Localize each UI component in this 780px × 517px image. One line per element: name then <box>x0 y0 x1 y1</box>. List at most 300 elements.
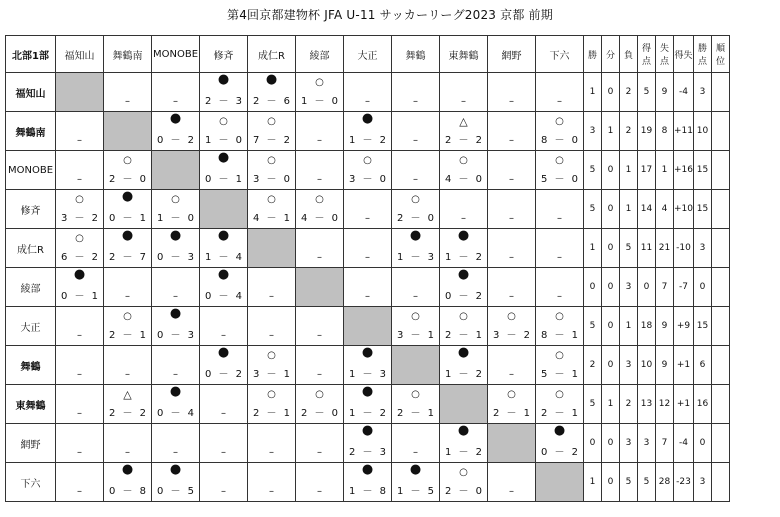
loss-mark: ● <box>169 111 182 126</box>
score-for: 0 <box>157 135 164 146</box>
score-for: 1 <box>445 252 452 263</box>
score-separator: － <box>554 135 565 146</box>
unplayed-dash: – <box>269 447 274 458</box>
page-title: 第4回京都建物杯 JFA U-11 サッカーリーグ2023 京都 前期 <box>227 8 553 22</box>
score-for: 1 <box>349 369 356 380</box>
score-separator: － <box>218 252 229 263</box>
score-for: 4 <box>301 213 308 224</box>
unplayed-dash: – <box>317 135 322 146</box>
result-cell <box>296 424 344 463</box>
result-cell <box>56 151 104 190</box>
unplayed-dash: – <box>365 213 370 224</box>
result-cell <box>248 73 296 112</box>
win-mark: ○ <box>507 311 516 322</box>
match-score <box>104 253 151 263</box>
header-row <box>6 36 730 73</box>
loss-mark: ● <box>457 423 470 438</box>
standing-losses: 2 <box>620 385 638 424</box>
win-mark: ○ <box>507 389 516 400</box>
standing-wins: 0 <box>584 268 602 307</box>
result-cell <box>200 463 248 502</box>
result-cell <box>200 385 248 424</box>
win-mark: ○ <box>555 389 564 400</box>
standing-points: 15 <box>694 307 712 346</box>
match-score <box>392 487 439 497</box>
standing-wins: 5 <box>584 385 602 424</box>
match-score <box>392 331 439 341</box>
match-score <box>440 487 487 497</box>
score-against: 1 <box>571 369 578 380</box>
win-mark: ○ <box>267 116 276 127</box>
unplayed-dash: – <box>557 252 562 263</box>
score-separator: － <box>410 330 421 341</box>
score-for: 8 <box>541 330 548 341</box>
result-cell <box>488 112 536 151</box>
unplayed-dash: – <box>317 369 322 380</box>
win-mark: ○ <box>219 116 228 127</box>
score-against: 0 <box>571 135 578 146</box>
result-cell <box>104 229 152 268</box>
score-separator: － <box>458 252 469 263</box>
match-score <box>152 214 199 224</box>
result-cell <box>344 268 392 307</box>
column-header-team: MONOBE <box>152 36 200 73</box>
standing-points: 3 <box>694 229 712 268</box>
match-score <box>56 292 103 302</box>
loss-mark: ● <box>457 228 470 243</box>
self-match-cell <box>344 307 392 346</box>
result-cell <box>488 385 536 424</box>
result-cell <box>392 463 440 502</box>
result-cell <box>488 151 536 190</box>
stat-header: 負 <box>620 36 638 73</box>
score-against: 1 <box>427 408 434 419</box>
score-against: 0 <box>331 96 338 107</box>
score-against: 3 <box>379 369 386 380</box>
score-for: 1 <box>349 486 356 497</box>
match-score <box>152 253 199 263</box>
score-against: 2 <box>475 369 482 380</box>
score-separator: － <box>266 174 277 185</box>
score-against: 8 <box>139 486 146 497</box>
match-score <box>440 253 487 263</box>
result-cell <box>488 229 536 268</box>
match-score <box>56 214 103 224</box>
score-against: 1 <box>283 369 290 380</box>
score-separator: － <box>170 135 181 146</box>
standing-goal-diff: -4 <box>674 424 694 463</box>
unplayed-dash: – <box>173 291 178 302</box>
column-header-team: 綾部 <box>296 36 344 73</box>
result-cell <box>152 73 200 112</box>
score-separator: － <box>362 135 373 146</box>
result-cell <box>536 307 584 346</box>
score-separator: － <box>362 447 373 458</box>
table-row <box>6 229 730 268</box>
score-for: 2 <box>109 252 116 263</box>
result-cell <box>56 268 104 307</box>
match-score <box>536 331 583 341</box>
self-match-cell <box>296 268 344 307</box>
result-cell <box>56 112 104 151</box>
standing-wins: 3 <box>584 112 602 151</box>
score-separator: － <box>314 408 325 419</box>
match-score <box>440 175 487 185</box>
column-header-team: 下六 <box>536 36 584 73</box>
result-cell <box>56 229 104 268</box>
column-header-team: 舞鶴 <box>392 36 440 73</box>
standing-draws: 0 <box>602 73 620 112</box>
score-against: 2 <box>187 135 194 146</box>
unplayed-dash: – <box>509 369 514 380</box>
score-for: 0 <box>205 174 212 185</box>
match-score <box>296 409 343 419</box>
score-against: 2 <box>475 291 482 302</box>
result-cell <box>488 268 536 307</box>
score-against: 2 <box>91 213 98 224</box>
match-score <box>536 136 583 146</box>
win-mark: ○ <box>363 155 372 166</box>
result-cell <box>152 385 200 424</box>
score-separator: － <box>170 252 181 263</box>
result-cell <box>392 190 440 229</box>
column-header-team: 網野 <box>488 36 536 73</box>
unplayed-dash: – <box>77 330 82 341</box>
match-score <box>440 370 487 380</box>
score-for: 5 <box>541 369 548 380</box>
loss-mark: ● <box>217 267 230 282</box>
self-match-cell <box>392 346 440 385</box>
score-against: 2 <box>571 447 578 458</box>
score-for: 2 <box>541 408 548 419</box>
unplayed-dash: – <box>173 96 178 107</box>
match-score <box>200 97 247 107</box>
standing-draws: 0 <box>602 346 620 385</box>
score-against: 0 <box>475 174 482 185</box>
match-score <box>440 136 487 146</box>
score-separator: － <box>362 486 373 497</box>
win-mark: ○ <box>411 194 420 205</box>
self-match-cell <box>152 151 200 190</box>
result-cell <box>296 151 344 190</box>
result-cell <box>248 424 296 463</box>
loss-mark: ● <box>73 267 86 282</box>
result-cell <box>152 112 200 151</box>
loss-mark: ● <box>169 306 182 321</box>
match-score <box>248 97 295 107</box>
score-for: 1 <box>397 252 404 263</box>
standing-goals-for: 18 <box>638 307 656 346</box>
match-score <box>344 487 391 497</box>
score-separator: － <box>458 447 469 458</box>
standing-goals-against: 4 <box>656 190 674 229</box>
score-against: 0 <box>283 174 290 185</box>
score-for: 3 <box>253 174 260 185</box>
score-separator: － <box>458 330 469 341</box>
win-mark: ○ <box>315 77 324 88</box>
standing-goals-for: 11 <box>638 229 656 268</box>
standing-losses: 3 <box>620 424 638 463</box>
result-cell <box>152 307 200 346</box>
loss-mark: ● <box>457 345 470 360</box>
win-mark: ○ <box>459 311 468 322</box>
column-header-team: 修斉 <box>200 36 248 73</box>
unplayed-dash: – <box>221 330 226 341</box>
unplayed-dash: – <box>317 330 322 341</box>
score-against: 1 <box>523 408 530 419</box>
standing-goals-for: 3 <box>638 424 656 463</box>
score-separator: － <box>170 408 181 419</box>
win-mark: ○ <box>411 311 420 322</box>
unplayed-dash: – <box>317 174 322 185</box>
stat-header: 得失 <box>674 36 694 73</box>
standing-rank <box>712 73 730 112</box>
score-separator: － <box>122 213 133 224</box>
result-cell <box>440 151 488 190</box>
unplayed-dash: – <box>77 135 82 146</box>
stat-header: 得点 <box>638 36 656 73</box>
score-separator: － <box>218 174 229 185</box>
unplayed-dash: – <box>365 96 370 107</box>
standing-losses: 1 <box>620 190 638 229</box>
loss-mark: ● <box>121 462 134 477</box>
result-cell <box>392 112 440 151</box>
score-for: 2 <box>253 96 260 107</box>
standing-goals-against: 28 <box>656 463 674 502</box>
score-against: 5 <box>187 486 194 497</box>
column-header-team: 福知山 <box>56 36 104 73</box>
score-separator: － <box>506 408 517 419</box>
standing-rank <box>712 385 730 424</box>
win-mark: ○ <box>555 350 564 361</box>
score-for: 2 <box>445 135 452 146</box>
result-cell <box>344 112 392 151</box>
match-score <box>248 214 295 224</box>
result-cell <box>56 424 104 463</box>
score-for: 2 <box>445 486 452 497</box>
score-for: 0 <box>157 330 164 341</box>
result-cell <box>344 385 392 424</box>
result-cell <box>152 463 200 502</box>
results-table <box>5 35 730 502</box>
score-for: 4 <box>253 213 260 224</box>
row-team-name: 舞鶴南 <box>6 112 56 151</box>
standing-wins: 1 <box>584 73 602 112</box>
win-mark: ○ <box>411 389 420 400</box>
unplayed-dash: – <box>509 252 514 263</box>
result-cell <box>200 346 248 385</box>
result-cell <box>392 151 440 190</box>
loss-mark: ● <box>121 189 134 204</box>
score-against: 0 <box>331 213 338 224</box>
score-against: 4 <box>235 252 242 263</box>
result-cell <box>248 385 296 424</box>
result-cell <box>200 268 248 307</box>
loss-mark: ● <box>409 462 422 477</box>
score-separator: － <box>122 330 133 341</box>
match-score <box>344 448 391 458</box>
score-for: 8 <box>541 135 548 146</box>
score-against: 1 <box>571 408 578 419</box>
unplayed-dash: – <box>557 213 562 224</box>
score-against: 1 <box>139 213 146 224</box>
win-mark: ○ <box>555 311 564 322</box>
draw-mark: △ <box>123 388 132 401</box>
loss-mark: ● <box>217 228 230 243</box>
unplayed-dash: – <box>509 135 514 146</box>
result-cell <box>248 463 296 502</box>
win-mark: ○ <box>315 389 324 400</box>
score-for: 3 <box>61 213 68 224</box>
self-match-cell <box>104 112 152 151</box>
win-mark: ○ <box>75 233 84 244</box>
score-separator: － <box>458 369 469 380</box>
unplayed-dash: – <box>77 408 82 419</box>
score-separator: － <box>266 369 277 380</box>
score-for: 2 <box>109 408 116 419</box>
self-match-cell <box>200 190 248 229</box>
result-cell <box>344 229 392 268</box>
score-separator: － <box>314 213 325 224</box>
standing-points: 16 <box>694 385 712 424</box>
standing-goal-diff: -10 <box>674 229 694 268</box>
score-separator: － <box>554 330 565 341</box>
result-cell <box>296 229 344 268</box>
standing-goals-for: 19 <box>638 112 656 151</box>
self-match-cell <box>440 385 488 424</box>
score-for: 1 <box>301 96 308 107</box>
match-score <box>536 370 583 380</box>
result-cell <box>536 268 584 307</box>
match-score <box>392 253 439 263</box>
stat-header: 勝 <box>584 36 602 73</box>
win-mark: ○ <box>267 350 276 361</box>
win-mark: ○ <box>459 467 468 478</box>
result-cell <box>488 73 536 112</box>
score-against: 4 <box>235 291 242 302</box>
score-separator: － <box>314 96 325 107</box>
result-cell <box>152 424 200 463</box>
row-team-name: 下六 <box>6 463 56 502</box>
win-mark: ○ <box>123 155 132 166</box>
score-separator: － <box>122 486 133 497</box>
score-for: 2 <box>109 330 116 341</box>
standing-losses: 5 <box>620 229 638 268</box>
table-row <box>6 112 730 151</box>
result-cell <box>152 346 200 385</box>
unplayed-dash: – <box>413 174 418 185</box>
score-for: 2 <box>397 408 404 419</box>
standing-wins: 1 <box>584 229 602 268</box>
score-against: 3 <box>235 96 242 107</box>
result-cell <box>104 151 152 190</box>
score-separator: － <box>218 291 229 302</box>
standing-goal-diff: -4 <box>674 73 694 112</box>
score-for: 3 <box>253 369 260 380</box>
loss-mark: ● <box>169 384 182 399</box>
result-cell <box>152 190 200 229</box>
result-cell <box>344 190 392 229</box>
result-cell <box>536 346 584 385</box>
unplayed-dash: – <box>509 291 514 302</box>
score-separator: － <box>74 252 85 263</box>
column-header-team: 大正 <box>344 36 392 73</box>
score-separator: － <box>170 330 181 341</box>
score-against: 7 <box>139 252 146 263</box>
score-separator: － <box>458 174 469 185</box>
standing-goals-for: 13 <box>638 385 656 424</box>
score-separator: － <box>218 369 229 380</box>
standing-goals-against: 7 <box>656 268 674 307</box>
standing-goals-against: 21 <box>656 229 674 268</box>
standing-draws: 1 <box>602 385 620 424</box>
loss-mark: ● <box>361 111 374 126</box>
score-for: 1 <box>349 408 356 419</box>
unplayed-dash: – <box>365 252 370 263</box>
match-score <box>200 253 247 263</box>
standing-draws: 0 <box>602 424 620 463</box>
standing-losses: 3 <box>620 346 638 385</box>
score-against: 0 <box>331 408 338 419</box>
unplayed-dash: – <box>413 447 418 458</box>
self-match-cell <box>248 229 296 268</box>
win-mark: ○ <box>171 194 180 205</box>
row-team-name: 修斉 <box>6 190 56 229</box>
row-team-name: 大正 <box>6 307 56 346</box>
score-for: 1 <box>157 213 164 224</box>
result-cell <box>56 385 104 424</box>
match-score <box>248 175 295 185</box>
table-row <box>6 346 730 385</box>
score-against: 2 <box>235 369 242 380</box>
result-cell <box>344 463 392 502</box>
score-separator: － <box>122 408 133 419</box>
standing-goals-against: 12 <box>656 385 674 424</box>
result-cell <box>392 424 440 463</box>
unplayed-dash: – <box>317 486 322 497</box>
standing-goals-against: 7 <box>656 424 674 463</box>
result-cell <box>296 385 344 424</box>
standing-goals-for: 17 <box>638 151 656 190</box>
result-cell <box>488 463 536 502</box>
match-score <box>200 136 247 146</box>
score-separator: － <box>266 408 277 419</box>
result-cell <box>152 268 200 307</box>
stat-header: 順位 <box>712 36 730 73</box>
row-team-name: 綾部 <box>6 268 56 307</box>
result-cell <box>200 424 248 463</box>
result-cell <box>200 307 248 346</box>
unplayed-dash: – <box>413 96 418 107</box>
score-for: 1 <box>205 252 212 263</box>
score-for: 0 <box>61 291 68 302</box>
match-score <box>536 409 583 419</box>
unplayed-dash: – <box>413 135 418 146</box>
standing-goal-diff: -7 <box>674 268 694 307</box>
column-header-team: 東舞鶴 <box>440 36 488 73</box>
score-separator: － <box>170 486 181 497</box>
loss-mark: ● <box>169 228 182 243</box>
score-separator: － <box>266 96 277 107</box>
result-cell <box>440 268 488 307</box>
match-score <box>488 409 535 419</box>
win-mark: ○ <box>315 194 324 205</box>
match-score <box>296 97 343 107</box>
unplayed-dash: – <box>269 330 274 341</box>
result-cell <box>536 385 584 424</box>
result-cell <box>248 190 296 229</box>
score-for: 2 <box>349 447 356 458</box>
